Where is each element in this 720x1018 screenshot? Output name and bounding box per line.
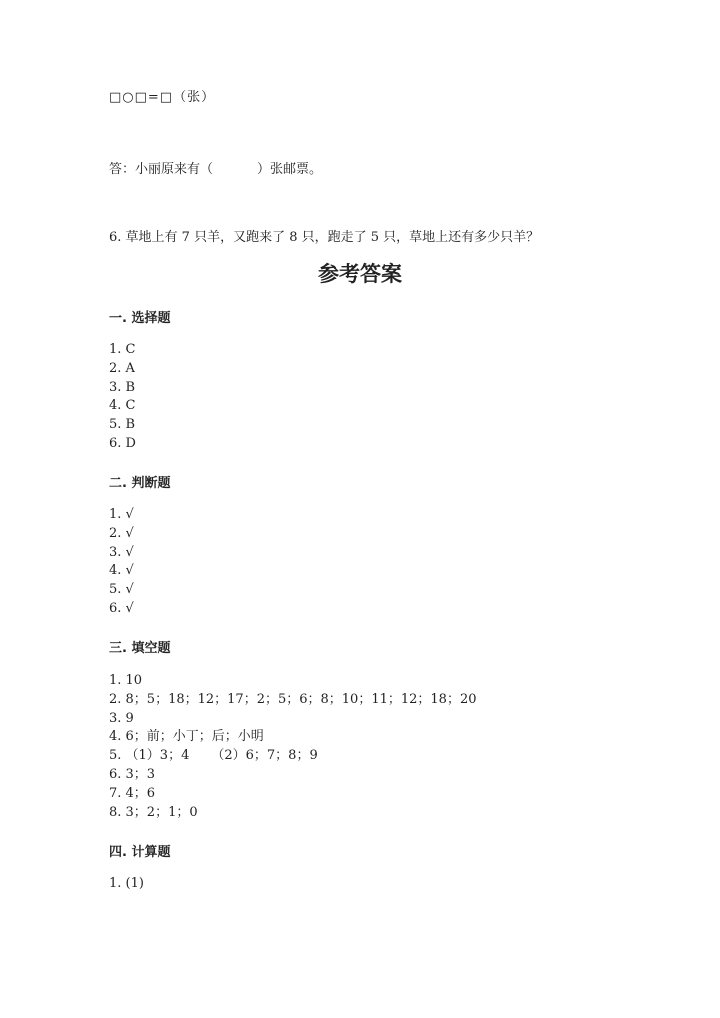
- section-heading-calculation: 四. 计算题: [109, 845, 171, 860]
- list-item: 5. √: [109, 582, 134, 598]
- item5-part1: 5. （1）3；4: [109, 748, 190, 764]
- answer-sentence: [109, 158, 322, 177]
- list-item: 6. √: [109, 600, 134, 616]
- list-item: 4. C: [109, 398, 136, 414]
- list-item: 5. B: [109, 417, 136, 433]
- fill-blank-answers-list: [109, 672, 477, 822]
- list-item: 7. 4；6: [109, 785, 156, 801]
- list-item: 2. A: [109, 360, 135, 376]
- list-item: 4. √: [109, 563, 134, 579]
- list-item: 2. 8；5；18；12；17；2；5；6；8；10；11；12；18；20: [109, 691, 477, 707]
- section-heading-choice: 一. 选择题: [109, 311, 171, 326]
- list-item: 1. 10: [109, 673, 143, 688]
- list-item: 6. D: [109, 435, 136, 451]
- list-item: 1. C: [109, 342, 136, 357]
- section-heading-judgment: 二. 判断题: [109, 476, 171, 491]
- list-item: 8. 3；2；1；0: [109, 804, 198, 820]
- answer-key-title: 参考答案: [318, 262, 402, 286]
- answer-prefix: 答：小丽原来有（: [109, 162, 214, 177]
- list-item: 2. √: [109, 525, 134, 541]
- list-item: 6. 3；3: [109, 766, 156, 782]
- question-6: 6. 草地上有 7 只羊，又跑来了 8 只，跑走了 5 只，草地上还有多少只羊？: [109, 230, 540, 245]
- list-item: 3. B: [109, 379, 136, 395]
- list-item: 3. 9: [109, 710, 134, 726]
- choice-answers-list: [109, 341, 136, 454]
- answer-suffix: ）张邮票。: [257, 162, 323, 177]
- calculation-answers-list: [109, 875, 144, 894]
- section-heading-fill-blank: 三. 填空题: [109, 641, 171, 656]
- equation-template: □○□=□（张）: [109, 90, 216, 105]
- list-item: 4. 6；前；小丁；后；小明: [109, 729, 264, 745]
- list-item: 1. √: [109, 507, 134, 522]
- list-item: 1. (1): [109, 876, 144, 891]
- list-item: [109, 747, 477, 766]
- list-item: 3. √: [109, 544, 134, 560]
- item5-part2: （2）6；7；8；9: [211, 748, 318, 764]
- judgment-answers-list: [109, 506, 134, 619]
